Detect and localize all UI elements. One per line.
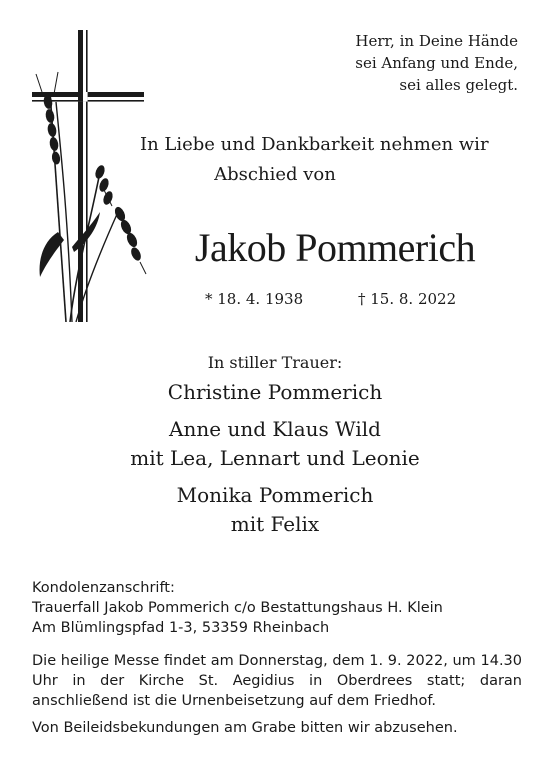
funeral-notice: Die heilige Messe findet am Donnerstag, dem 1. 9. 2022, um 14.30 Uhr in der Kirche St. Aegidius in Oberdrees statt; daran anschließend ist die Urnenbeisetzung auf dem Friedhof.	[32, 653, 522, 709]
mourner-name: mit Lea, Lennart und Leonie	[130, 446, 420, 470]
death-date: † 15. 8. 2022	[358, 290, 457, 308]
mourner-group	[90, 415, 460, 473]
mourner-group	[90, 378, 460, 407]
mourner-name: Christine Pommerich	[167, 380, 383, 404]
verse-line: Herr, in Deine Hände	[355, 32, 518, 50]
mourning-label: In stiller Trauer:	[207, 353, 343, 372]
contact-line: Kondolenzanschrift:	[32, 580, 175, 596]
verse	[300, 30, 518, 96]
contact-line: Trauerfall Jakob Pommerich c/o Bestattungshaus H. Klein	[32, 600, 443, 616]
condolence-address	[32, 578, 522, 638]
intro-line: In Liebe und Dankbarkeit nehmen wir	[140, 134, 489, 155]
mourner-name: Anne und Klaus Wild	[169, 417, 381, 441]
verse-line: sei alles gelegt.	[399, 76, 518, 94]
birth-date: * 18. 4. 1938	[205, 290, 304, 308]
mourner-name: Monika Pommerich	[176, 483, 374, 507]
mourner-name: mit Felix	[230, 512, 320, 536]
intro-text	[140, 130, 489, 190]
cross-with-wheat-icon	[28, 22, 148, 322]
mourners-list	[90, 378, 460, 547]
intro-line: Abschied von	[214, 164, 336, 185]
deceased-name: Jakob Pommerich	[194, 225, 476, 270]
condolence-notice: Von Beileidsbekundungen am Grabe bitten wir abzusehen.	[32, 720, 458, 736]
mourner-group	[90, 481, 460, 539]
verse-line: sei Anfang und Ende,	[355, 54, 518, 72]
contact-line: Am Blümlingspfad 1-3, 53359 Rheinbach	[32, 620, 330, 636]
